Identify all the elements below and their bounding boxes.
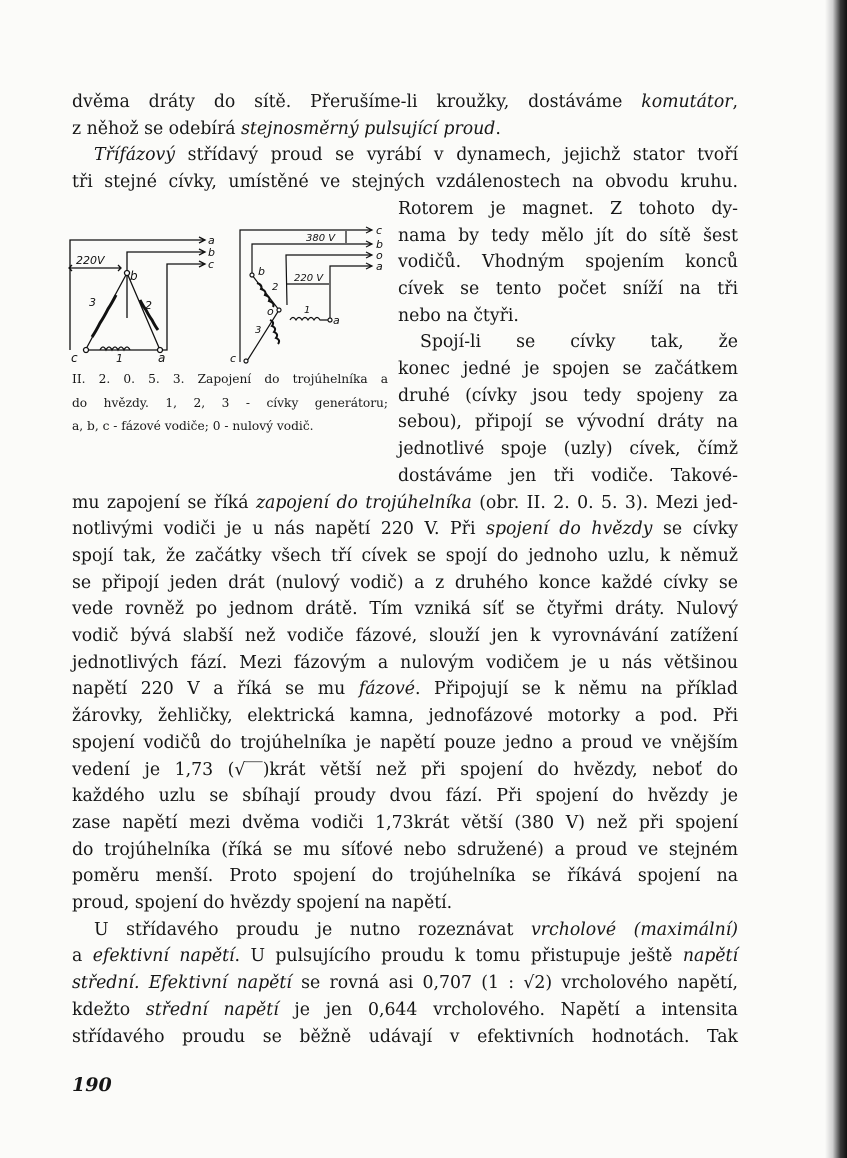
star-label-o: o [376,249,383,262]
star-coil-2: 2 [272,282,279,293]
text-run: nama by tedy mělo jít do sítě šest [398,225,738,246]
text-line [72,839,738,861]
text-run: vodič bývá slabší než vodiče fázové, slouží jen k vyrovnávání zatížení [72,626,738,646]
italic-term: spojení do hvězdy [486,519,653,540]
delta-node-a: a [158,351,166,365]
caption-line: II. 2. 0. 5. 3. Zapojení do trojúhelníka a [72,372,388,386]
text-run: , [732,92,738,112]
italic-term: efektivní napětí [92,946,235,967]
text-run: U střídavého proudu je nutno rozeznávat [94,919,531,940]
delta-label-b: b [208,246,215,259]
star-label-c: c [376,224,383,237]
text-line [72,999,738,1021]
star-voltage-220-label: 220 V [294,273,324,284]
text-run: vodičů. Vhodným spojením konců [398,252,738,273]
text-line [72,572,738,594]
text-run: vedení je 1,73 (√‾‾)krát větší než při spojení do hvězdy, neboť do [72,759,738,780]
italic-term: fázové [358,679,416,700]
italic-term: komutátor [641,92,733,112]
italic-term: zapojení do trojúhelníka [255,492,472,513]
text-line [398,438,738,460]
text-run: Spojí-li se cívky tak, že [420,332,738,353]
text-run: do trojúhelníka (říká se mu síťové nebo sdružené) a proud ve stejném [72,839,738,860]
text-line [398,331,738,353]
text-line [398,385,738,407]
text-run: nebo na čtyři. [398,305,519,326]
text-run: kdežto [72,999,146,1020]
text-run: se rovná asi 0,707 (1 : √2) vrcholového napětí, [291,973,738,994]
text-run: (obr. II. 2. 0. 5. 3). Mezi jed- [471,492,739,513]
star-connection-diagram [240,227,372,363]
delta-node-b: b [130,269,138,283]
text-line [398,465,738,487]
star-label-a: a [376,260,383,273]
text-run: tři stejné cívky, umístěné ve stejných vzdálenostech na obvodu kruhu. [72,172,738,193]
text-line [72,678,738,700]
text-line [398,225,738,247]
text-line [398,251,738,273]
text-run: konec jedné je spojen se začátkem [398,359,738,379]
text-run: druhé (cívky jsou tedy spojeny za [398,385,738,406]
text-run: spojí tak, že začátky všech tří cívek se spojí do jednoho uzlu, k němuž [72,545,738,566]
text-line [72,705,738,727]
text-line [72,1026,738,1048]
delta-label-c: c [208,258,215,271]
text-run: napětí 220 V a říká se mu [72,679,359,700]
star-node-o: o [267,305,274,318]
text-run: poměru menší. Proto spojení do trojúhelníka se říkává spojení na [72,866,738,887]
text-run: mu zapojení se říká [72,492,256,513]
star-node-c: c [230,352,237,365]
scan-page-edge [825,0,847,1158]
text-run: a [72,946,93,967]
star-voltage-380-label: 380 V [306,233,336,244]
text-run: jednotlivých fází. Mezi fázovým a nulovým vodičem je u nás většinou [72,652,738,673]
delta-node-c: c [71,351,78,365]
text-run: z něhož se odebírá [72,118,242,139]
star-coil-1: 1 [304,305,311,316]
text-line [72,945,738,967]
text-line [72,518,738,540]
page-number: 190 [72,1074,112,1096]
figure-wiring-diagram [0,0,420,380]
text-line [72,492,738,514]
star-label-b: b [376,238,383,251]
text-run: spojení vodičů do trojúhelníka je napětí pouze jedno a proud ve vnějším [72,732,738,753]
italic-term: napětí [682,946,739,967]
text-run: . [495,118,501,139]
text-line [72,652,738,674]
delta-voltage-label: 220V [76,254,105,267]
text-line [72,972,738,994]
text-line [398,278,738,300]
text-run: dvěma dráty do sítě. Přerušíme-li kroužky, dostáváme [72,92,642,112]
text-line [72,759,738,781]
star-node-b: b [258,265,265,278]
text-line [398,198,738,220]
text-line [72,785,738,807]
text-run: proud, spojení do hvězdy spojení na napětí. [72,893,453,913]
caption-line: do hvězdy. 1, 2, 3 - cívky generátoru; [72,395,388,410]
text-line [398,411,738,433]
text-run: notlivými vodiči je u nás napětí 220 V. Při [72,519,487,540]
text-line [72,892,738,914]
text-line [398,305,738,327]
text-run: žárovky, žehličky, elektrická kamna, jednofázové motorky a pod. Při [72,706,738,727]
italic-term: vrcholové (maximální) [531,919,738,940]
star-node-a: a [333,314,340,327]
text-run: . Připojují se k němu na příklad [415,679,738,700]
text-line [72,919,738,941]
text-run: dostáváme jen tři vodiče. Takové- [398,465,738,486]
text-run: se připojí jeden drát (nulový vodič) a z druhého konce každé cívky se [72,572,738,593]
text-run: cívek se tento počet sníží na tři [398,278,738,299]
star-coil-3: 3 [255,325,262,336]
delta-label-a: a [208,234,215,247]
text-run: vede rovněž po jednom drátě. Tím vzniká síť se čtyřmi dráty. Nulový [72,599,738,620]
text-run: se cívky [652,519,738,540]
text-run: sebou), připojí se vývodní dráty na [398,412,738,433]
text-run: je jen 0,644 vrcholového. Napětí a intensita [278,999,738,1020]
delta-coil-3: 3 [89,296,96,309]
figure-caption [72,368,388,439]
text-run: střídavý proud se vyrábí v dynamech, jejichž stator tvoří [175,145,738,166]
text-line [72,598,738,620]
text-line [72,812,738,834]
italic-term: Třífázový [94,145,176,166]
text-run: střídavého proudu se běžně udávají v efektivních hodnotách. Tak [72,1026,738,1047]
text-run: jednotlivé spoje (uzly) cívek, čímž [398,439,738,460]
text-line [72,545,738,567]
text-run: zase napětí mezi dvěma vodiči 1,73krát větší (380 V) než při spojení [72,812,738,833]
text-line [398,358,738,380]
text-line [72,865,738,887]
italic-term: střední napětí [145,999,279,1020]
text-run: . U pulsujícího proudu k tomu přistupuje ještě [234,946,683,967]
italic-term: střední. Efektivní napětí [72,973,292,994]
italic-term: stejnosměrný pulsující proud [241,118,496,139]
delta-coil-1: 1 [116,352,123,365]
text-line [72,732,738,754]
text-line [72,625,738,647]
delta-coil-2: 2 [145,299,152,312]
text-run: Rotorem je magnet. Z tohoto dy- [398,198,738,219]
text-run: každého uzlu se sbíhají proudy dvou fází. Při spojení do hvězdy je [72,786,738,807]
caption-line: a, b, c - fázové vodiče; 0 - nulový vodič. [72,419,314,433]
